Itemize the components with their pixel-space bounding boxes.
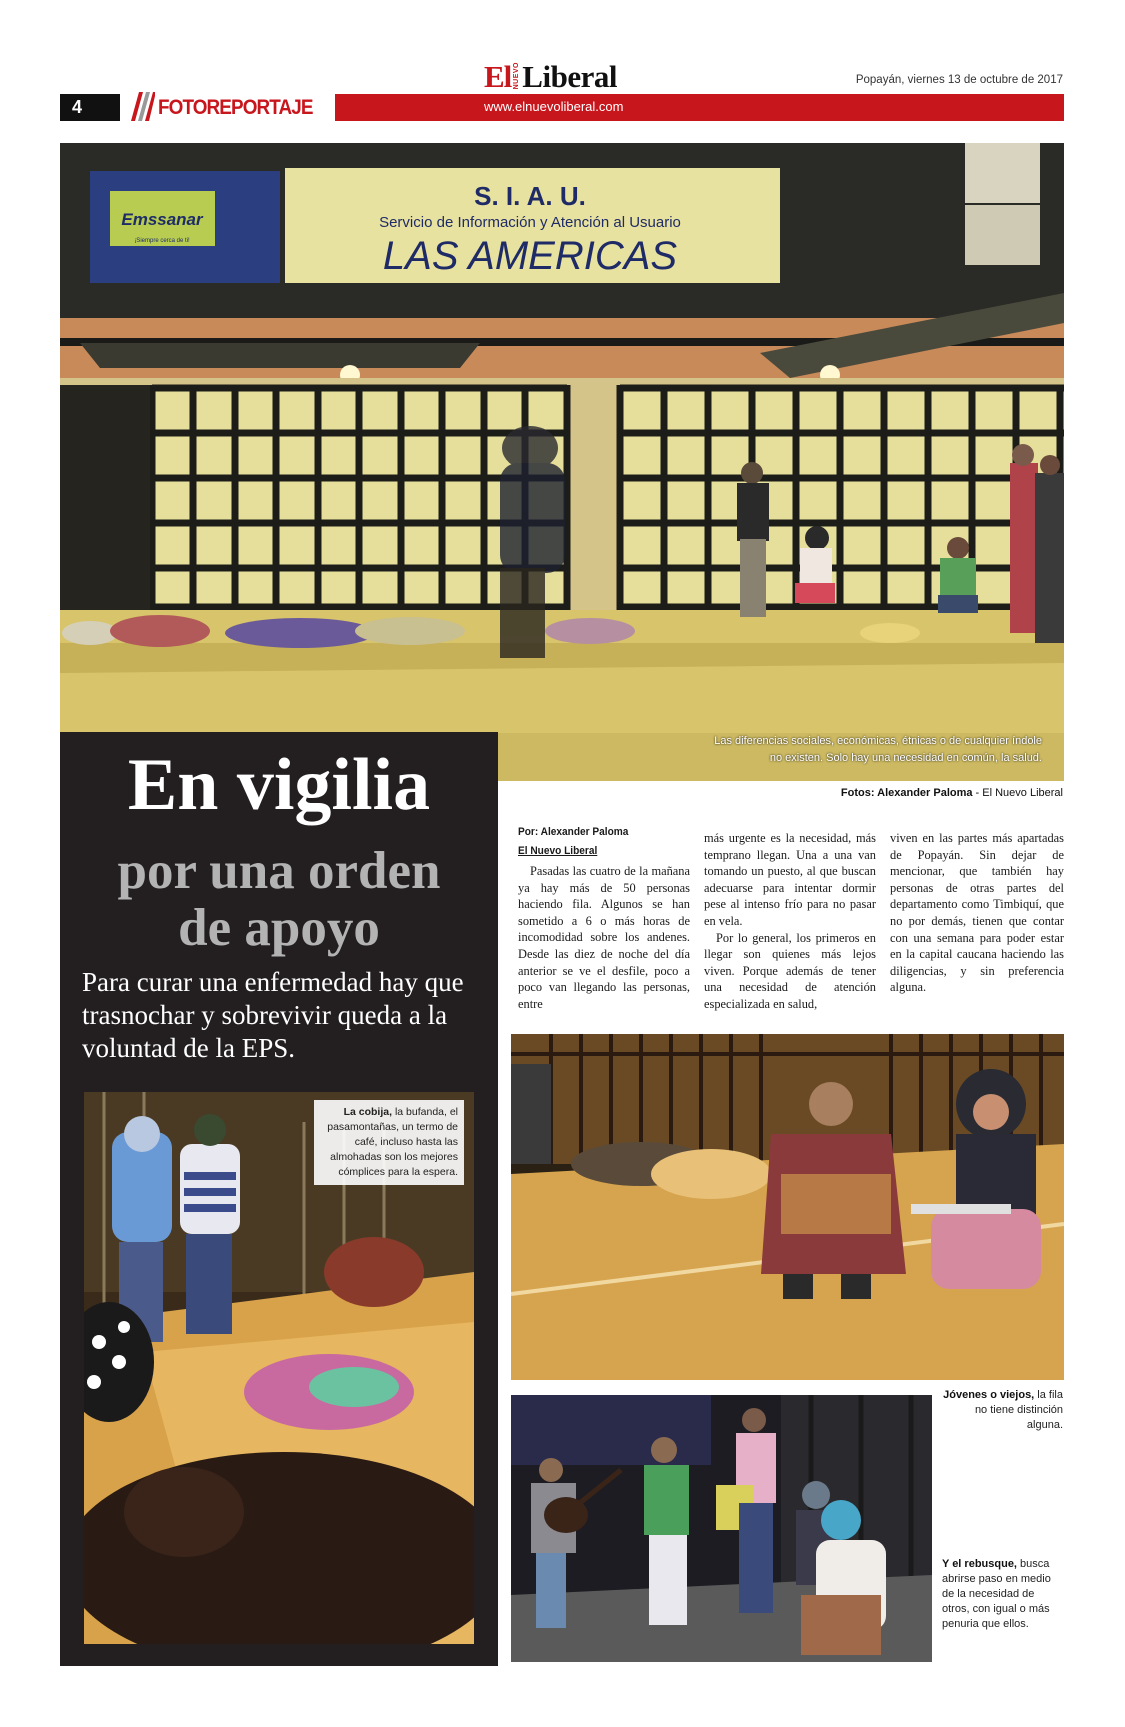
- credit-label: Fotos: Alexander Paloma: [840, 787, 973, 799]
- bottom-caption-rest: busca abrirse paso en medio de la necesidad de otros, con igual o más penuria que ellos.: [942, 1558, 1051, 1630]
- mid-caption-lead: Jóvenes o viejos,: [943, 1389, 1035, 1401]
- main-photo: [60, 143, 1064, 781]
- article-column-1: [518, 863, 690, 1012]
- standing-group: [1010, 444, 1064, 643]
- credit-source: - El Nuevo Liberal: [972, 787, 1063, 799]
- newspaper-logo: [484, 60, 617, 92]
- dateline: Popayán, viernes 13 de octubre de 2017: [855, 74, 1063, 86]
- mid-photo: [511, 1034, 1064, 1380]
- main-photo-image: [60, 143, 1064, 781]
- headline-deck: Para curar una enfermedad hay que trasnochar y sobrevivir queda a la voluntad de la EPS.: [82, 967, 464, 1063]
- man-in-green: [644, 1437, 689, 1625]
- left-photo-caption: [314, 1100, 464, 1185]
- left-photo: [84, 1092, 474, 1644]
- byline: [518, 823, 628, 861]
- article-paragraph: viven en las partes más apartadas de Popayán. Sin dejar de mencionar, que también hay personas de otras partes del departamento como Timbiquí, que no por demás, tienen que contar con una semana para poder estar en la capital caucana haciendo las diligencias, y sin preferencia alguna.: [890, 831, 1064, 995]
- article-column-2: [704, 830, 876, 1013]
- mid-photo-caption: [943, 1388, 1063, 1433]
- mid-photo-image: [511, 1034, 1064, 1380]
- bottom-photo: [511, 1395, 932, 1662]
- article-paragraph: Por lo general, los primeros en llegar son quienes más lejos viven. Porque además de tener una necesidad de atención especializada en salud,: [704, 930, 876, 1011]
- left-caption-lead: La cobija,: [343, 1106, 393, 1118]
- website-link[interactable]: www.elnuevoliberal.com: [484, 99, 624, 114]
- sign-line3: LAS AMERICAS: [382, 234, 678, 278]
- logo-liberal: Liberal: [522, 59, 617, 94]
- main-photo-caption: Las diferencias sociales, económicas, étnicas o de cualquier índole no existen. Solo hay una necesidad en común, la salud.: [714, 735, 1042, 764]
- bottom-photo-image: [511, 1395, 932, 1662]
- logo-el: El: [484, 59, 512, 94]
- mid-caption-rest: la fila no tiene distinción alguna.: [974, 1389, 1063, 1431]
- bottom-photo-caption: [942, 1557, 1064, 1632]
- bottom-caption-lead: Y el rebusque,: [942, 1558, 1017, 1570]
- left-caption-rest: la bufanda, el pasamontañas, un termo de café, incluso hasta las almohadas son los mejores cómplices para la espera.: [327, 1106, 458, 1178]
- byline-outlet: El Nuevo Liberal: [518, 845, 598, 857]
- article-paragraph: más urgente es la necesidad, más temprano llegan. Una a una van tomando un puesto, al que buscan adecuarse para intentar dormir pese al intenso frío para no pasar en vela.: [704, 831, 876, 928]
- brand-tagline-text: ¡Siempre cerca de ti!: [134, 238, 190, 244]
- sign-line2: Servicio de Información y Atención al Usuario: [379, 214, 681, 231]
- article-paragraph: Pasadas las cuatro de la mañana ya hay más de 50 personas haciendo fila. Algunos se han sometido a 6 o más horas de incomodidad sobre los andenes. Desde las diez de noche del día anterior se ve el desfile, poco a poco van llegando las personas, entre: [518, 864, 690, 1011]
- article-column-3: [890, 830, 1064, 996]
- section-label: FOTOREPORTAJE: [158, 96, 313, 119]
- window-grid-right: [620, 385, 1064, 610]
- headline-subtitle-line2: de apoyo: [178, 899, 380, 957]
- headline-subtitle-line1: por una orden: [117, 842, 441, 900]
- section-stripes-icon: [125, 90, 155, 121]
- sign-line1: S. I. A. U.: [474, 181, 586, 211]
- standing-man: [737, 462, 769, 617]
- brand-sign-text: Emssanar: [121, 210, 203, 229]
- photo-credit: [841, 787, 1063, 799]
- page-number: 4: [60, 94, 120, 121]
- byline-author: Por: Alexander Paloma: [518, 826, 629, 838]
- headline-title: En vigilia: [127, 744, 431, 826]
- logo-nuevo: NUEVO: [513, 61, 521, 89]
